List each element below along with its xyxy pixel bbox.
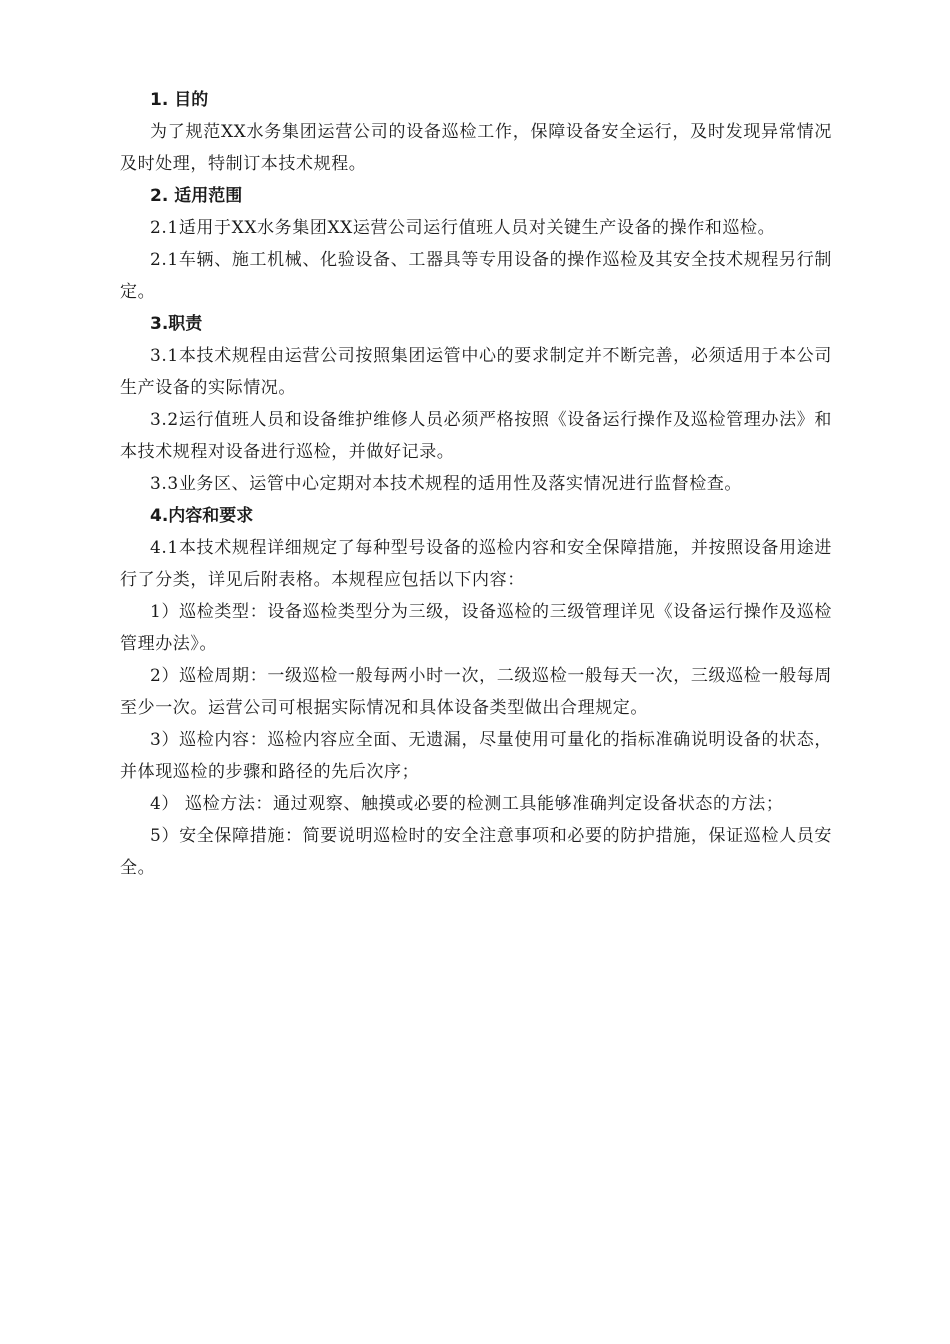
paragraph: 4.1本技术规程详细规定了每种型号设备的巡检内容和安全保障措施，并按照设备用途进行了分类，详见后附表格。本规程应包括以下内容： bbox=[120, 538, 832, 590]
paragraph: 3.1本技术规程由运营公司按照集团运管中心的要求制定并不断完善，必须适用于本公司生产设备的实际情况。 bbox=[120, 346, 832, 398]
paragraph: 3.3业务区、运管中心定期对本技术规程的适用性及落实情况进行监督检查。 bbox=[150, 474, 743, 494]
paragraph: 3）巡检内容：巡检内容应全面、无遗漏，尽量使用可量化的指标准确说明设备的状态，并体现巡检的步骤和路径的先后次序； bbox=[120, 730, 832, 782]
paragraph: 4） 巡检方法：通过观察、触摸或必要的检测工具能够准确判定设备状态的方法； bbox=[150, 794, 784, 814]
paragraph: 3.2运行值班人员和设备维护维修人员必须严格按照《设备运行操作及巡检管理办法》和本技术规程对设备进行巡检，并做好记录。 bbox=[120, 410, 832, 462]
paragraph: 为了规范XX水务集团运营公司的设备巡检工作，保障设备安全运行，及时发现异常情况及时处理，特制订本技术规程。 bbox=[120, 122, 832, 174]
section-scope bbox=[120, 180, 832, 308]
section-content-requirements bbox=[120, 500, 832, 884]
section-responsibilities bbox=[120, 308, 832, 500]
paragraph: 5）安全保障措施：简要说明巡检时的安全注意事项和必要的防护措施，保证巡检人员安全。 bbox=[120, 826, 832, 878]
section-heading: 1. 目的 bbox=[150, 90, 209, 110]
paragraph: 2.1适用于XX水务集团XX运营公司运行值班人员对关键生产设备的操作和巡检。 bbox=[150, 218, 776, 238]
section-heading: 2. 适用范围 bbox=[150, 186, 243, 206]
section-purpose bbox=[120, 84, 832, 180]
section-heading: 3.职责 bbox=[150, 314, 203, 334]
paragraph: 1）巡检类型：设备巡检类型分为三级，设备巡检的三级管理详见《设备运行操作及巡检管理办法》。 bbox=[120, 602, 832, 654]
paragraph: 2.1车辆、施工机械、化验设备、工器具等专用设备的操作巡检及其安全技术规程另行制定。 bbox=[120, 250, 832, 302]
document-page bbox=[120, 84, 832, 884]
paragraph: 2）巡检周期：一级巡检一般每两小时一次，二级巡检一般每天一次，三级巡检一般每周至少一次。运营公司可根据实际情况和具体设备类型做出合理规定。 bbox=[120, 666, 832, 718]
section-heading: 4.内容和要求 bbox=[150, 506, 254, 526]
